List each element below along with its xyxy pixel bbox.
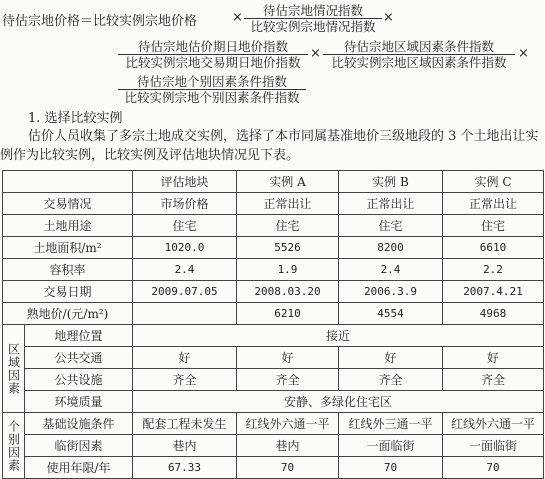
fraction-individual-index [118, 74, 306, 105]
row-label: 土地用途 [3, 215, 133, 237]
table-header-cell: 实例 C [443, 171, 544, 193]
table-cell: 红线外三通一平 [339, 413, 443, 435]
table-cell: 一面临街 [339, 435, 443, 457]
merged-cell: 接近 [133, 325, 544, 347]
table-cell: 正常出让 [339, 193, 443, 215]
table-cell: 齐全 [133, 369, 237, 391]
row-label: 环境质量 [25, 391, 133, 413]
table-row [3, 413, 544, 435]
table-header-cell: 评估地块 [133, 171, 237, 193]
fraction-denominator: 比较实例宗地区域因素条件指数 [331, 55, 507, 70]
fraction-numerator: 待估宗地个别因素条件指数 [136, 74, 287, 89]
times-sign: × [383, 10, 394, 25]
table-row [3, 457, 544, 479]
fraction-numerator: 待估宗地估价期日地价指数 [137, 39, 288, 54]
table-cell: 70 [443, 457, 544, 479]
table-cell: 配套工程未发生 [133, 413, 237, 435]
row-label: 基础设施条件 [25, 413, 133, 435]
section-title: 1. 选择比较实例 [28, 111, 123, 126]
fraction-date-index [118, 39, 308, 70]
fraction-denominator: 比较实例宗地情况指数 [250, 19, 376, 34]
table-cell: 齐全 [339, 369, 443, 391]
table-cell: 70 [339, 457, 443, 479]
fraction-numerator: 待估宗地区域因素条件指数 [343, 39, 494, 54]
intro-paragraph: 估价人员收集了多宗土地成交实例，选择了本市同属基准地价三级地段的 3 个土地出让实例作为比较实例，比较实例及评估地块情况见下表。 [0, 129, 539, 163]
fraction-region-index [323, 39, 515, 70]
formula-lhs: 待估宗地价格＝比较实例宗地价格 [2, 14, 198, 29]
table-cell: 齐全 [237, 369, 339, 391]
table-cell: 齐全 [443, 369, 544, 391]
table-cell: 住宅 [443, 215, 544, 237]
table-cell: 6610 [443, 237, 544, 259]
table-cell: 1020.0 [133, 237, 237, 259]
table-row [3, 347, 544, 369]
table-cell: 正常出让 [443, 193, 544, 215]
table-cell: 5526 [237, 237, 339, 259]
row-label: 公共交通 [25, 347, 133, 369]
table-cell: 1.9 [237, 259, 339, 281]
fraction-situation [244, 3, 382, 34]
table-cell: 住宅 [339, 215, 443, 237]
table-cell: 一面临街 [443, 435, 544, 457]
table-row [3, 193, 544, 215]
table-cell: 4554 [339, 303, 443, 325]
table-cell: 巷内 [133, 435, 237, 457]
fraction-denominator: 比较实例宗地个别因素条件指数 [124, 90, 300, 105]
times-sign: × [518, 46, 529, 61]
table-cell: 住宅 [133, 215, 237, 237]
table-cell: 4968 [443, 303, 544, 325]
table-cell: 好 [133, 347, 237, 369]
table-cell: 2008.03.20 [237, 281, 339, 303]
times-sign: × [310, 46, 321, 61]
table-cell [133, 303, 237, 325]
table-row [3, 369, 544, 391]
group-label-individual: 个别因素 [3, 413, 25, 479]
table-cell: 好 [443, 347, 544, 369]
table-header-row [3, 171, 544, 193]
row-label: 临街因素 [25, 435, 133, 457]
table-header-cell [3, 171, 133, 193]
table-row [3, 391, 544, 413]
table-row [3, 435, 544, 457]
table-cell: 8200 [339, 237, 443, 259]
table-cell: 2009.07.05 [133, 281, 237, 303]
fraction-denominator: 比较实例宗地交易期日地价指数 [125, 55, 301, 70]
table-cell: 70 [237, 457, 339, 479]
row-label: 交易情况 [3, 193, 133, 215]
table-cell: 市场价格 [133, 193, 237, 215]
table-row [3, 303, 544, 325]
table-cell: 好 [237, 347, 339, 369]
table-row [3, 215, 544, 237]
table-cell: 6210 [237, 303, 339, 325]
table-cell: 2.4 [339, 259, 443, 281]
table-header-cell: 实例 A [237, 171, 339, 193]
table-cell: 巷内 [237, 435, 339, 457]
table-cell: 住宅 [237, 215, 339, 237]
table-row [3, 237, 544, 259]
table-header-cell: 实例 B [339, 171, 443, 193]
table-cell: 2006.3.9 [339, 281, 443, 303]
table-cell: 好 [339, 347, 443, 369]
table-cell: 2007.4.21 [443, 281, 544, 303]
table-row [3, 281, 544, 303]
table-cell: 67.33 [133, 457, 237, 479]
table-cell: 正常出让 [237, 193, 339, 215]
group-label-region: 区域因素 [3, 325, 25, 413]
row-label: 公共设施 [25, 369, 133, 391]
times-sign: × [232, 10, 243, 25]
row-label: 交易日期 [3, 281, 133, 303]
table-cell: 2.4 [133, 259, 237, 281]
row-label: 使用年限/年 [25, 457, 133, 479]
table-row [3, 325, 544, 347]
merged-cell: 安静、多绿化住宅区 [133, 391, 544, 413]
row-label: 容积率 [3, 259, 133, 281]
table-cell: 2.2 [443, 259, 544, 281]
row-label: 地理位置 [25, 325, 133, 347]
row-label: 土地面积/m² [3, 237, 133, 259]
table-cell: 红线外六通一平 [443, 413, 544, 435]
table-cell: 红线外六通一平 [237, 413, 339, 435]
table-row [3, 259, 544, 281]
fraction-numerator: 待估宗地情况指数 [262, 3, 363, 18]
row-label: 熟地价/(元/m²) [3, 303, 133, 325]
comparison-table [2, 170, 544, 479]
